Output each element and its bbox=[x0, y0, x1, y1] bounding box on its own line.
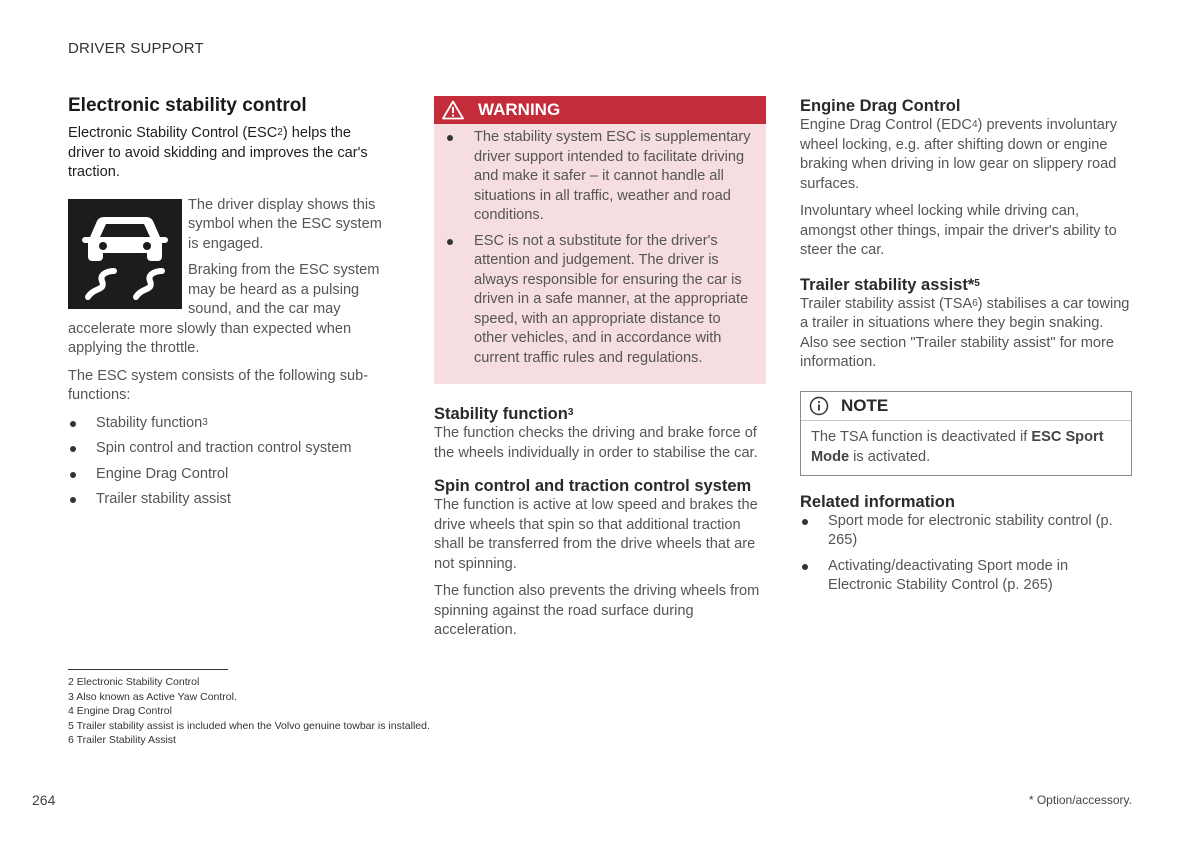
page-title: Electronic stability control bbox=[68, 95, 307, 116]
column-warning-functions bbox=[434, 96, 766, 641]
warning-label: WARNING bbox=[478, 100, 561, 119]
note-box bbox=[800, 391, 1132, 476]
spin-control-text-2: The function also prevents the driving wheels from spinning against the road surface during acceleration. bbox=[434, 583, 760, 638]
tsa-text: Trailer stability assist (TSA$^6$) stabilises a car towing a trailer in situations where they begin snaking. Also see section "Trailer stability assist" for more information. bbox=[800, 295, 1130, 370]
footnote: 3 Also known as Active Yaw Control. bbox=[68, 690, 237, 703]
esc-skid-car-icon bbox=[68, 199, 182, 309]
esc-braking-note: Braking from the ESC system may be heard as a pulsing sound, and the car may accelerate more slowly than expected when applying the throttle. bbox=[68, 262, 380, 356]
section-header: DRIVER SUPPORT bbox=[68, 40, 204, 57]
spin-control-heading: Spin control and traction control system bbox=[434, 477, 752, 495]
symbol-block bbox=[68, 196, 390, 359]
footnote: 4 Engine Drag Control bbox=[68, 705, 172, 717]
warning-item: ESC is not a substitute for the driver's attention and judgement. The driver is always responsible for ensuring the car is driven in a safe manner, at the appropriate speed, with an appropriate distance to other vehicles, and in accordance with current traffic rules and regulations. bbox=[444, 232, 756, 369]
related-link-sport-mode[interactable]: Sport mode for electronic stability control (p. 265) bbox=[800, 512, 1132, 551]
page-number: 264 bbox=[32, 792, 56, 808]
subfunctions-list bbox=[68, 414, 390, 510]
footnote: 5 Trailer stability assist is included when the Volvo genuine towbar is installed. bbox=[68, 719, 430, 732]
footnote: 6 Trailer Stability Assist bbox=[68, 734, 176, 746]
warning-box bbox=[434, 96, 766, 384]
note-label: NOTE bbox=[841, 395, 889, 415]
footnote: 2 Electronic Stability Control bbox=[68, 676, 200, 688]
subfunctions-intro: The ESC system consists of the following sub-functions: bbox=[68, 367, 369, 403]
stability-function-text: The function checks the driving and brake force of the wheels individually in order to stabilise the car. bbox=[434, 425, 758, 461]
edc-text-2: Involuntary wheel locking while driving can, amongst other things, impair the driver's ability to steer the car. bbox=[800, 203, 1117, 258]
footnote-ref-3[interactable]: 3 bbox=[567, 407, 574, 418]
intro-paragraph: Electronic Stability Control (ESC$^2$) helps the driver to avoid skidding and improves the car's traction. bbox=[68, 125, 368, 180]
footnote-ref-4[interactable]: 4 bbox=[971, 119, 978, 130]
info-circle-icon bbox=[809, 396, 829, 416]
symbol-description: The driver display shows this symbol when the ESC system is engaged. bbox=[188, 196, 382, 252]
warning-item: The stability system ESC is supplementary driver support intended to facilitate driving and make it safer – it cannot handle all situations in all traffic, weather and road conditions. bbox=[444, 128, 756, 226]
related-list bbox=[800, 512, 1132, 596]
list-item: Stability function$^3$ bbox=[68, 414, 390, 434]
option-accessory-note: * Option/accessory. bbox=[1028, 793, 1132, 807]
note-text: The TSA function is deactivated if ESC Sport Mode is activated. bbox=[811, 428, 1104, 465]
column-edc-tsa bbox=[800, 96, 1132, 602]
list-item: Engine Drag Control bbox=[68, 465, 390, 485]
footnote-ref-5[interactable]: 5 bbox=[974, 277, 980, 289]
spin-control-text: The function is active at low speed and brakes the drive wheels that spin so that additional traction shall be transferred from the drive wheels that are not spinning. bbox=[434, 497, 758, 572]
option-mark: * bbox=[967, 275, 975, 294]
footnotes bbox=[68, 675, 430, 748]
list-item: Spin control and traction control system bbox=[68, 439, 390, 459]
related-link-activate-sport-mode[interactable]: Activating/deactivating Sport mode in Electronic Stability Control (p. 265) bbox=[800, 557, 1132, 596]
esc-sport-mode-term: ESC Sport Mode bbox=[811, 428, 1104, 465]
footnote-ref-6[interactable]: 6 bbox=[972, 297, 978, 309]
edc-heading: Engine Drag Control bbox=[800, 97, 961, 115]
footnote-ref-2[interactable]: 2 bbox=[277, 127, 283, 138]
footnote-ref-3[interactable]: 3 bbox=[202, 416, 208, 428]
edc-text: Engine Drag Control (EDC$^4$) prevents involuntary wheel locking, e.g. after shifting down or engine braking when driving in low gear on slippery road surfaces. bbox=[800, 117, 1118, 192]
related-information-heading: Related information bbox=[800, 492, 955, 511]
tsa-heading: Trailer stability assist*$^5$ bbox=[800, 275, 980, 294]
list-item: Trailer stability assist bbox=[68, 490, 390, 510]
warning-list bbox=[434, 124, 766, 384]
column-esc-intro bbox=[68, 94, 390, 516]
footnote-divider bbox=[68, 669, 228, 670]
stability-function-heading: Stability function$^3$ bbox=[434, 405, 574, 423]
note-header bbox=[801, 392, 1131, 421]
warning-header bbox=[434, 96, 766, 124]
warning-triangle-icon bbox=[442, 100, 464, 120]
